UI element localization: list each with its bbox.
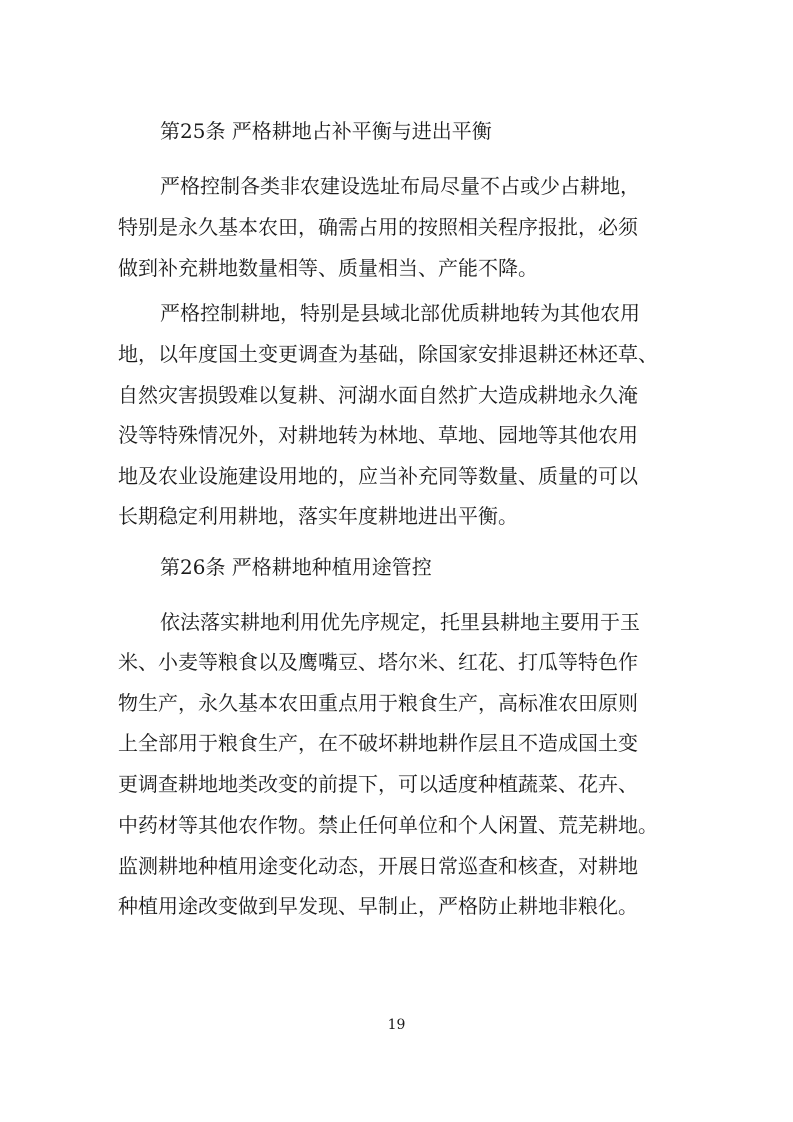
paragraph-line: 严格控制各类非农建设选址布局尽量不占或少占耕地， [160,174,640,198]
paragraph-line: 做到补充耕地数量相等、质量相当、产能不降。 [118,256,538,280]
paragraph-line: 长期稳定利用耕地，落实年度耕地进出平衡。 [118,504,518,528]
paragraph-line: 没等特殊情况外，对耕地转为林地、草地、园地等其他农用 [118,423,638,447]
paragraph-line: 种植用途改变做到早发现、早制止，严格防止耕地非粮化。 [118,894,638,918]
paragraph-line: 物生产，永久基本农田重点用于粮食生产，高标准农田原则 [118,691,638,715]
section-heading-26: 第26条 严格耕地种植用途管控 [160,555,432,579]
page-number: 19 [387,1017,406,1033]
paragraph-line: 依法落实耕地利用优先序规定，托里县耕地主要用于玉 [160,610,640,634]
section-heading-25: 第25条 严格耕地占补平衡与进出平衡 [160,119,492,143]
paragraph-line: 严格控制耕地，特别是县域北部优质耕地转为其他农用 [160,301,640,325]
paragraph-line: 地及农业设施建设用地的，应当补充同等数量、质量的可以 [118,464,638,488]
paragraph-line: 米、小麦等粮食以及鹰嘴豆、塔尔米、红花、打瓜等特色作 [118,650,638,674]
paragraph-line: 监测耕地种植用途变化动态，开展日常巡查和核查，对耕地 [118,854,638,878]
paragraph-line: 上全部用于粮食生产，在不破坏耕地耕作层且不造成国土变 [118,731,638,755]
paragraph-line: 更调查耕地地类改变的前提下，可以适度种植蔬菜、花卉、 [118,772,638,796]
paragraph-line: 中药材等其他农作物。禁止任何单位和个人闲置、荒芜耕地。 [118,813,658,837]
paragraph-line: 特别是永久基本农田，确需占用的按照相关程序报批，必须 [118,215,638,239]
paragraph-line: 地，以年度国土变更调查为基础，除国家安排退耕还林还草、 [118,342,658,366]
paragraph-line: 自然灾害损毁难以复耕、河湖水面自然扩大造成耕地永久淹 [118,383,638,407]
